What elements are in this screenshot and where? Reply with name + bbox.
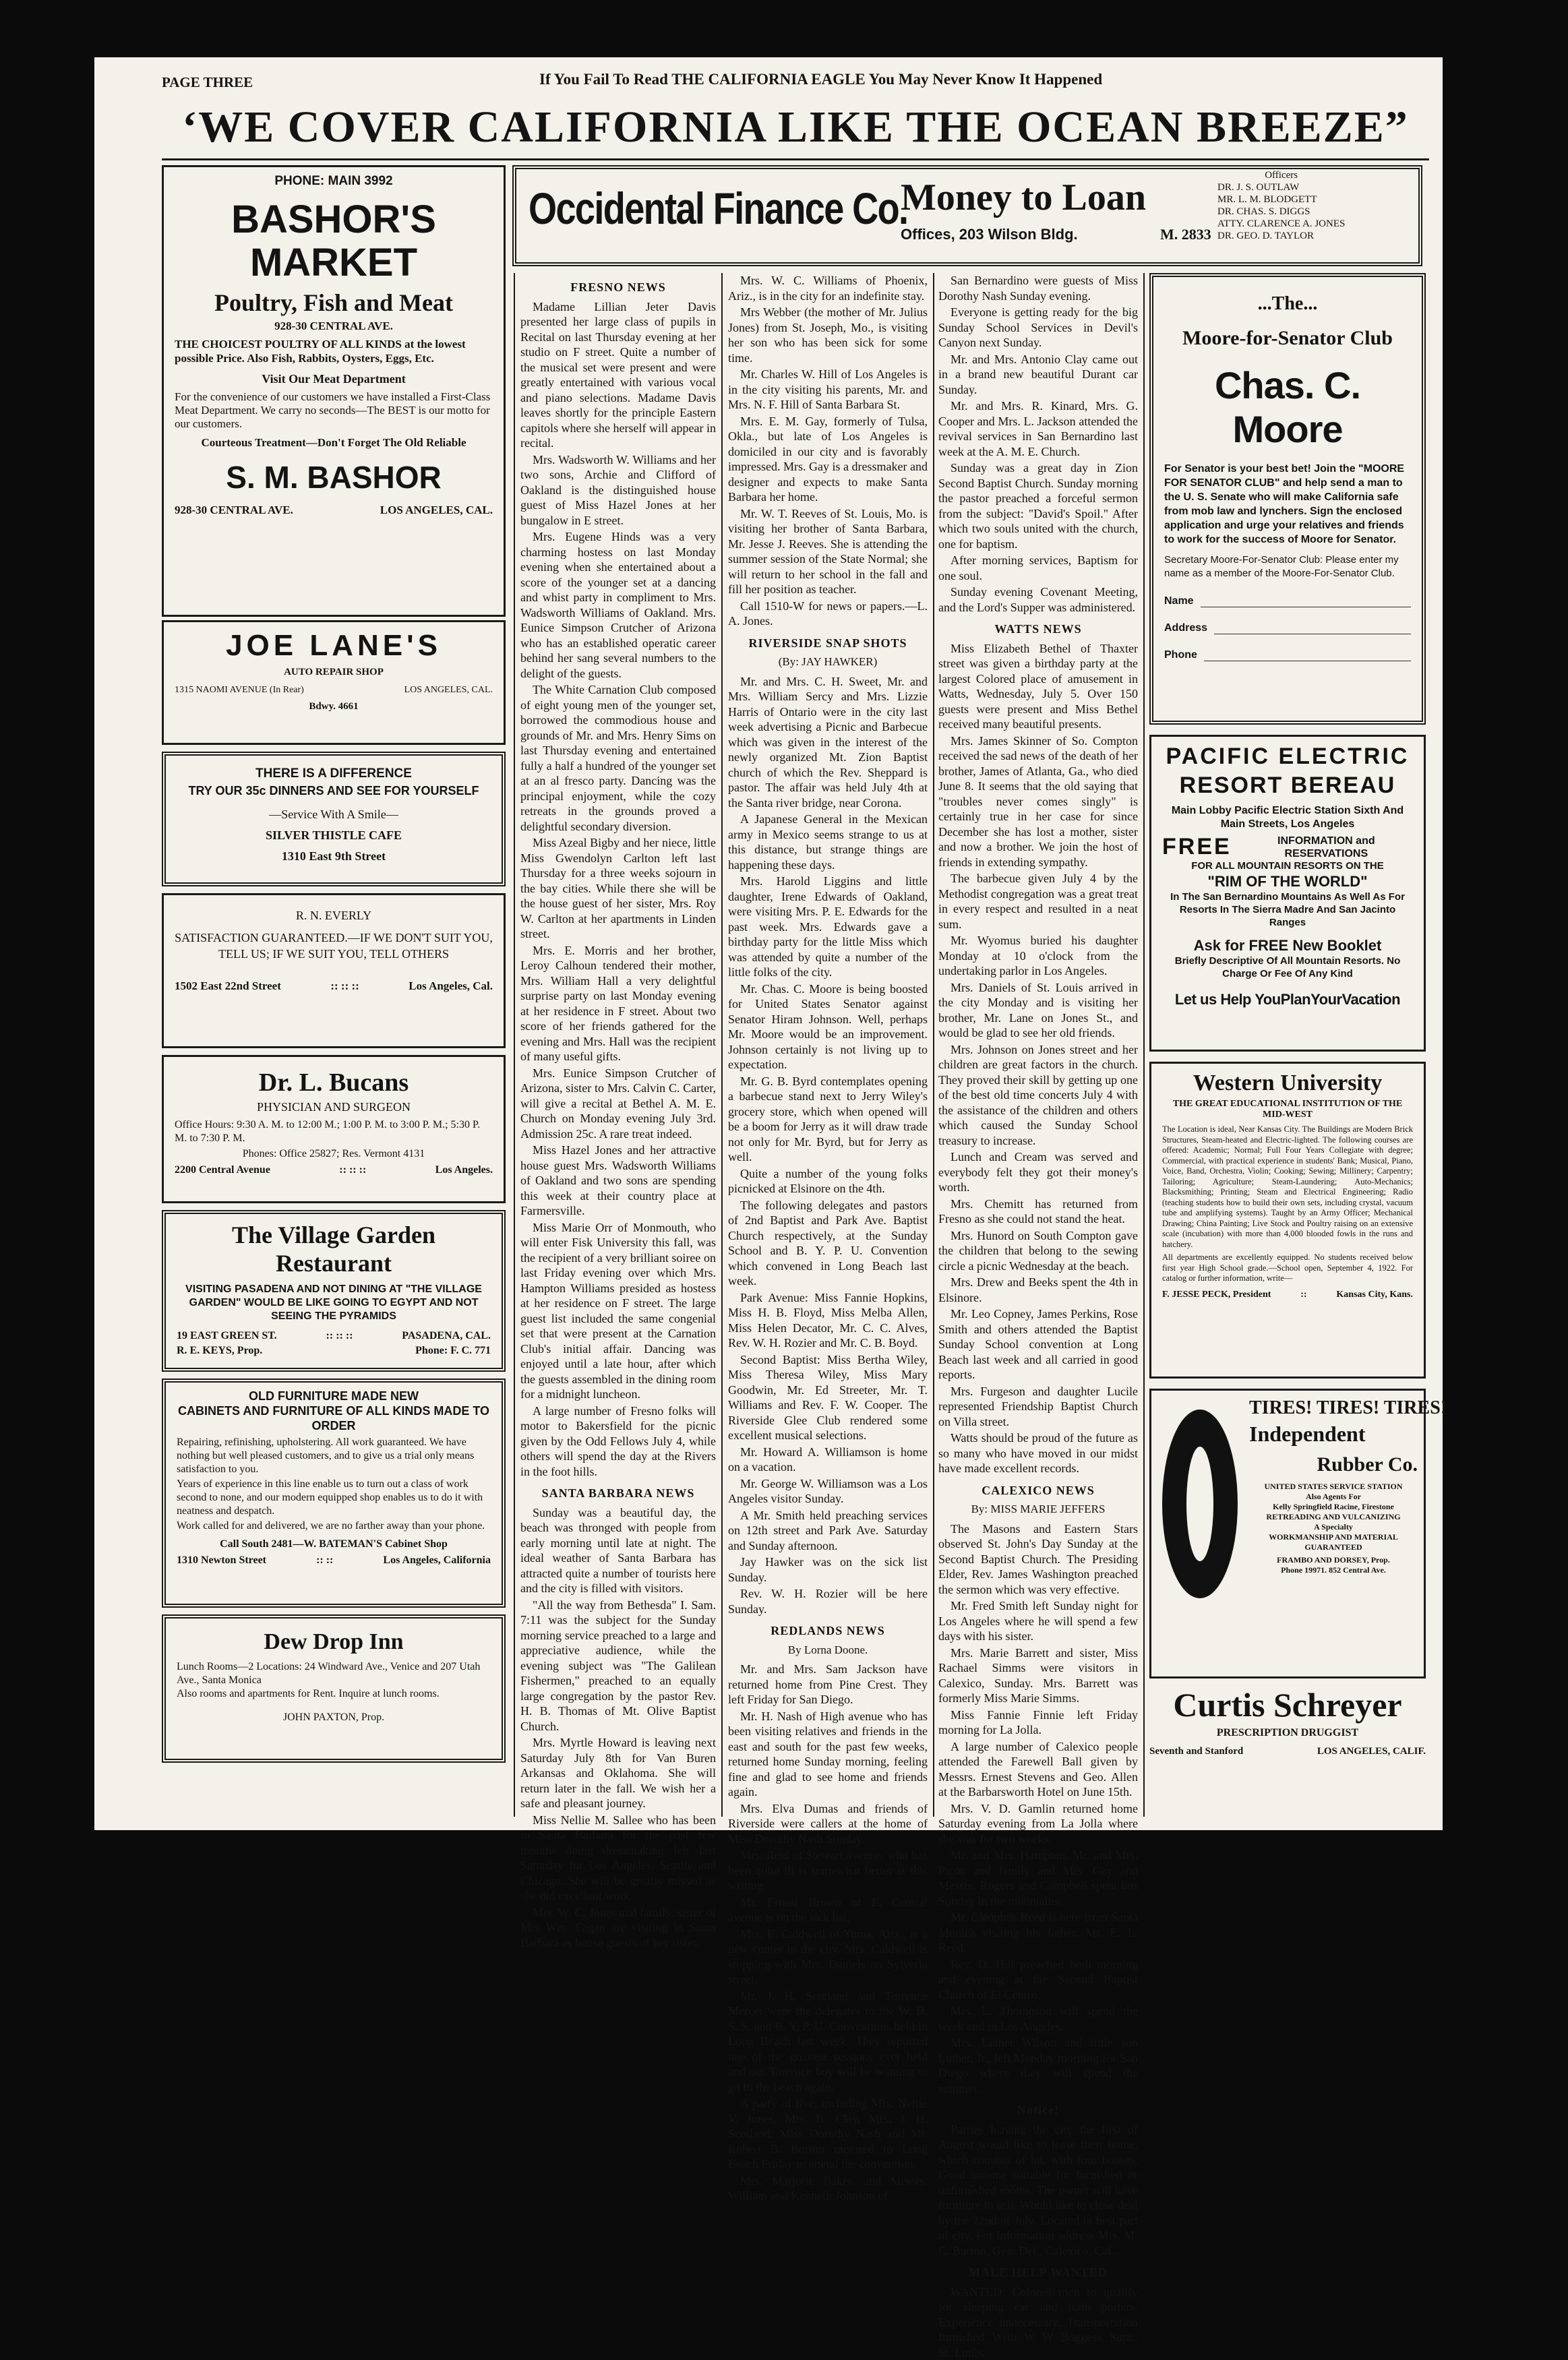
everly-ad <box>162 893 506 1048</box>
moore-field-name <box>1164 595 1411 607</box>
joelane-address: 1315 NAOMI AVENUE (In Rear) <box>175 685 304 696</box>
redlands-byline: By Lorna Doone. <box>728 1643 928 1658</box>
pacific-brief: Briefly Descriptive Of All Mountain Resorts. No Charge Or Fee Of Any Kind <box>1162 955 1413 980</box>
village-ad <box>162 1210 506 1372</box>
tires-rubber: Rubber Co. <box>1249 1453 1418 1476</box>
village-name-2: Restaurant <box>177 1249 491 1277</box>
bucans-address: 2200 Central Avenue <box>175 1164 270 1176</box>
news-para: Mrs. W. C. Williams of Phoenix, Ariz., is in the city for an indefinite stay. <box>728 273 928 303</box>
news-column-3 <box>938 273 1138 1823</box>
riverside-para: Mr. and Mrs. C. H. Sweet, Mr. and Mrs. William Sercy and Mrs. Lizzie Harris of Ontario were in the city last week advertising a Picnic and Barbecue which was given in the interest of the newly organized Mt. Zion Baptist church of which the Rev. Sheppard is pastor. The affair was held July 4th at the Santa river bridge, near Corona. <box>728 674 928 811</box>
redlands-para: Mrs. Marjorie Baker, and Messrs. William and Kenneth Johnson of <box>728 2173 928 2204</box>
fresno-para: Madame Lillian Jeter Davis presented her large class of pupils in Recital on last Thursday evening at her studio on F street. Quite a number of the musical set were present and were greatly entertained with various vocal and piano selections. Madame Davis leaves shortly for the principle Eastern capitols where she herself will appear in recital. <box>520 299 716 451</box>
finance-headline: Money to Loan <box>901 176 1146 219</box>
riverside-para: Mr. George W. Williamson was a Los Angeles visitor Sunday. <box>728 1476 928 1507</box>
thistle-name: SILVER THISTLE CAFE <box>177 828 491 843</box>
calexico-para: Miss Fannie Finnie left Friday morning for La Jolla. <box>938 1707 1138 1738</box>
finance-name: Occidental Finance Co. <box>529 183 907 234</box>
riverside-para: A Mr. Smith held preaching services on 12th street and Park Ave. Saturday and Sunday afternoon. <box>728 1508 928 1554</box>
pacific-line-2: RESORT BEREAU <box>1162 773 1413 799</box>
watts-para: Mrs. Daniels of St. Louis arrived in the city Monday and is visiting her brother, Mr. Lane on Jones St., and would be glad to see her old friends. <box>938 980 1138 1041</box>
tires-station: UNITED STATES SERVICE STATION <box>1249 1482 1418 1492</box>
officer-5: DR. GEO. D. TAYLOR <box>1217 230 1345 242</box>
tires-phone: Phone 19971. 852 Central Ave. <box>1249 1565 1418 1575</box>
bashor-address: 928-30 CENTRAL AVE. <box>175 320 493 333</box>
fresno-para: Mrs. Eunice Simpson Crutcher of Arizona, sister to Mrs. Calvin C. Carter, will give a recital at Bethel A. M. E. Church on Monday evening July 3rd. Admission 25c. A rare treat indeed. <box>520 1066 716 1142</box>
bucans-phones: Phones: Office 25827; Res. Vermont 4131 <box>175 1148 493 1160</box>
calexico-head: CALEXICO NEWS <box>938 1483 1138 1499</box>
tires-body <box>1249 1397 1418 1575</box>
top-line <box>162 71 1443 98</box>
bucans-hours: Office Hours: 9:30 A. M. to 12:00 M.; 1:00 P. M. to 3:00 P. M.; 5:30 P. M. to 7:30 P. M. <box>175 1118 493 1145</box>
joelane-ad <box>162 620 506 745</box>
pacific-free-row <box>1162 834 1413 860</box>
redlands-para: Mrs. Reid of Stewart avenue, who has been quite ill is somewhat better at this writing. <box>728 1848 928 1894</box>
riverside-news <box>728 674 928 1617</box>
pacific-plan: Let us Help YouPlanYourVacation <box>1162 991 1413 1008</box>
moore-secretary: Secretary Moore-For-Senator Club: Please enter my name as a member of the Moore-For-Senator Club. <box>1164 553 1411 580</box>
fresno-para: Miss Hazel Jones and her attractive house guest Mrs. Wadsworth Williams of Oakland and two sons are spending this week at their country place at Farmersville. <box>520 1143 716 1219</box>
calexico-para: Mr. Fred Smith left Sunday night for Los Angeles where he will spend a few days with his sister. <box>938 1598 1138 1644</box>
riverside-para: Jay Hawker was on the sick list Sunday. <box>728 1554 928 1585</box>
santa-barbara-news <box>520 1505 716 1951</box>
newspaper-page <box>94 57 1443 1830</box>
bashor-courteous: Courteous Treatment—Don't Forget The Old Reliable <box>175 436 493 450</box>
finance-phone: M. 2833 <box>1160 226 1211 243</box>
redlands-para: A party of five, including Mrs. Nettie V. Jones, Mrs. B. Clay, Mrs. J. H. Scotland, Miss Dorothy Nash and Mr. Robert B. Burton motored to Long Beach Friday to attend the convention. <box>728 2096 928 2172</box>
watts-para: Mrs. James Skinner of So. Compton received the sad news of the death of her brother, James of Atlanta, Ga., who died June 8. It seems that the old saying that "troubles never comes singly" is certainly true in her case for since December she has lost a mother, sister and now a brother. We join the host of friends in extending sympathy. <box>938 733 1138 870</box>
moore-field-phone <box>1164 649 1411 661</box>
column-rule-1 <box>514 273 515 1817</box>
village-sep: :: :: :: <box>326 1330 353 1342</box>
riverside-byline: (By: JAY HAWKER) <box>728 655 928 670</box>
furniture-head-2: CABINETS AND FURNITURE OF ALL KINDS MADE TO ORDER <box>177 1403 491 1433</box>
western-text-2: All departments are excellently equipped. No students received below first year High School grade.—School open, September 4, 1922. For catalog or further information, write— <box>1162 1252 1413 1284</box>
redlands-para: Mr. Ernest Brown of E. Central avenue is on the sick list. <box>728 1895 928 1925</box>
western-tag-1: THE GREAT EDUCATIONAL INSTITUTION OF THE <box>1162 1099 1413 1110</box>
finance-offices: Offices, 203 Wilson Bldg. <box>901 226 1078 243</box>
everly-city: Los Angeles, Cal. <box>409 979 493 993</box>
calexico-para: Mrs. Marie Barrett and sister, Miss Rachael Simms were visitors in Calexico, Sunday. Mrs. Barrett was formerly Miss Marie Simms. <box>938 1645 1138 1706</box>
page-banner: ‘WE COVER CALIFORNIA LIKE THE OCEAN BREEZE” <box>162 102 1429 156</box>
news-para: After morning services, Baptism for one soul. <box>938 553 1138 583</box>
furniture-ad <box>162 1379 506 1608</box>
furniture-city: Los Angeles, California <box>383 1554 491 1567</box>
news-para: Mr. and Mrs. Antonio Clay came out in a brand new beautiful Durant car Sunday. <box>938 352 1138 398</box>
fresno-para: Mrs. Eugene Hinds was a very charming hostess on last Monday evening when she entertained about a score of the younger set at a dancing and whist party in compliment to Mrs. Wadsworth Williams of Oakland. Mrs. Eunice Simpson Crutcher of Arizona who has an established operatic career behind her sang several numbers to the delight of the guests. <box>520 529 716 681</box>
pacific-electric-ad <box>1149 735 1426 1052</box>
moore-text: For Senator is your best bet! Join the "MOORE FOR SENATOR CLUB" and help send a man to the U. S. Senate who will make California safe from mob law and lynchers. Sign the enclosed application and urge your relatives and friends to work for the success of Moore for Senator. <box>1164 462 1411 547</box>
village-text: VISITING PASADENA AND NOT DINING AT "THE VILLAGE GARDEN" WOULD BE LIKE GOING TO EGYPT AND NOT SEEING THE PYRAMIDS <box>177 1283 491 1323</box>
dewdrop-text-2: Also rooms and apartments for Rent. Inquire at lunch rooms. <box>177 1687 491 1701</box>
moore-name-label: Name <box>1164 595 1194 607</box>
thistle-ad <box>162 752 506 886</box>
bashor-phone: PHONE: MAIN 3992 <box>175 174 493 189</box>
bucans-city: Los Angeles. <box>435 1164 493 1176</box>
watts-para: Mrs. Drew and Beeks spent the 4th in Elsinore. <box>938 1275 1138 1305</box>
tires-workmanship: WORKMANSHIP AND MATERIAL GUARANTEED <box>1249 1532 1418 1552</box>
officer-4: ATTY. CLARENCE A. JONES <box>1217 218 1345 230</box>
bashor-convenience: For the convenience of our customers we have installed a First-Class Meat Department. We carry no seconds—The BEST is our motto for our customers. <box>175 390 493 431</box>
bashor-owner: S. M. BASHOR <box>175 459 493 495</box>
calexico-para: A large number of Calexico people attended the Farewell Ball given by Messrs. Ernest Stevens and Geo. Allen at the Barbarsworth Hotel on June 15th. <box>938 1739 1138 1800</box>
watts-para: Mrs. Chemitt has returned from Fresno as she could not stand the heat. <box>938 1197 1138 1227</box>
column-rule-3 <box>933 273 934 1817</box>
western-city: Kansas City, Kans. <box>1336 1290 1413 1300</box>
calexico-para: Mr. and Mrs. Hampton, Mr. and Mrs. Picon and family and Mrs. Gay and Messrs. Rogers and Campbell spent last Sunday in the mountains. <box>938 1848 1138 1908</box>
calexico-para: Mrs. V. D. Gamlin returned home Saturday evening from La Jolla where she was for two weeks. <box>938 1801 1138 1847</box>
moore-club: Moore-for-Senator Club <box>1164 327 1411 350</box>
officers-label: Officers <box>1217 169 1345 181</box>
western-tag-2: MID-WEST <box>1162 1110 1413 1120</box>
furniture-text-3: Work called for and delivered, we are no farther away than your phone. <box>177 1519 491 1533</box>
village-prop: R. E. KEYS, Prop. <box>177 1345 262 1357</box>
dewdrop-name: Dew Drop Inn <box>177 1629 491 1655</box>
bucans-footer <box>175 1164 493 1176</box>
furniture-text-1: Repairing, refinishing, upholstering. All work guaranteed. We have nothing but well pleased customers, and to give us a trial only means satisfaction to you. <box>177 1436 491 1476</box>
schreyer-footer <box>1149 1746 1426 1757</box>
santa-barbara-para: "All the way from Bethesda" I. Sam. 7:11 was the subject for the Sunday morning service preached to a large and appreciative audience, while the evening subject was "The Galilean Fishermen," preached to an equally large congregation by the pastor Rev. H. B. Thomas of Mt. Olive Baptist Church. <box>520 1598 716 1734</box>
news-para: Sunday was a great day in Zion Second Baptist Church. Sunday morning the pastor preached a forceful sermon from the subject: "David's Spoil." After which two souls united with the church, one for baptism. <box>938 460 1138 551</box>
village-city: PASADENA, CAL. <box>402 1330 491 1342</box>
bucans-sep: :: :: :: <box>339 1164 366 1176</box>
tires-ad <box>1149 1389 1426 1678</box>
bashor-address-2: 928-30 CENTRAL AVE. <box>175 504 293 517</box>
officer-1: DR. J. S. OUTLAW <box>1217 181 1345 193</box>
fresno-news <box>520 299 716 1480</box>
moore-the: ...The... <box>1164 293 1411 315</box>
fresno-para: Miss Marie Orr of Monmouth, who will enter Fisk University this fall, was the recipient of a very brilliant soiree on last Friday evening over which Mrs. Hampton Williams presided as hostess at her residence on F street. The large guest list included the same congenial set that were present at the Carnation Club's initial affair. Dancing was enjoyed until a late hour, after which the guests assembled in the dining room for a midnight luncheon. <box>520 1220 716 1402</box>
finance-officers <box>1217 169 1345 242</box>
joelane-shop: AUTO REPAIR SHOP <box>175 667 493 678</box>
everly-address: 1502 East 22nd Street <box>175 979 281 993</box>
schreyer-title: PRESCRIPTION DRUGGIST <box>1149 1727 1426 1739</box>
watts-para: Mr. Leo Copney, James Perkins, Rose Smith and others attended the Baptist Sunday School convention at Long Beach last week and all carried in good reports. <box>938 1306 1138 1383</box>
fresno-para: Miss Azeal Bigby and her niece, little Miss Gwendolyn Carlton left last Thursday for a three weeks sojourn in the bay cities. While there she will be the house guest of her sister, Mrs. Roy W. Carlton at her apartments in Linden street. <box>520 835 716 942</box>
column-rule-2 <box>721 273 723 1817</box>
schreyer-ad <box>1149 1685 1426 1766</box>
dewdrop-prop: JOHN PAXTON, Prop. <box>177 1712 491 1724</box>
village-row-2 <box>177 1345 491 1357</box>
watts-para: Mrs. Johnson on Jones street and her children are great factors in the church. They proved their skill by getting up one of the best old time concerts July 4 with the assistance of the children and others which caused the Sunday School treasury to increase. <box>938 1042 1138 1149</box>
news-column-1 <box>520 273 716 1823</box>
news-para: Mr. W. T. Reeves of St. Louis, Mo. is visiting her brother of Santa Barbara, Mr. Jesse J. Reeves. She is attending the summer session of the State Normal; she will return to her school in the fall and fill her position as teacher. <box>728 506 928 597</box>
watts-para: The barbecue given July 4 by the Methodist congregation was a great treat in every respect and resulted in a neat sum. <box>938 871 1138 932</box>
pacific-line-1: PACIFIC ELECTRIC <box>1162 744 1413 770</box>
news-para: San Bernardino were guests of Miss Dorothy Nash Sunday evening. <box>938 273 1138 303</box>
bashor-name-2: MARKET <box>175 241 493 284</box>
riverside-para: Park Avenue: Miss Fannie Hopkins, Miss H. B. Floyd, Miss Melba Allen, Miss Helen Decator, Mr. C. C. Alves, Rev. W. H. Rozier and Mr. C. B. Boyd. <box>728 1290 928 1351</box>
village-phone: Phone: F. C. 771 <box>415 1345 491 1357</box>
fresno-news-head: FRESNO NEWS <box>520 280 716 295</box>
riverside-para: Rev. W. H. Rozier will be here Sunday. <box>728 1586 928 1616</box>
schreyer-street: Seventh and Stanford <box>1149 1746 1243 1757</box>
joelane-name: JOE LANE'S <box>175 629 493 663</box>
riverside-para: Mr. G. B. Byrd contemplates opening a barbecue stand next to Jerry Wiley's grocery store, which when opened will be a boom for Jerry as it will draw trade not only for Mr. Byrd, but for Jerry as well. <box>728 1074 928 1165</box>
pacific-info: INFORMATION and RESERVATIONS <box>1240 835 1413 860</box>
news-para: Mr. and Mrs. R. Kinard, Mrs. G. Cooper and Mrs. L. Jackson attended the revival services in San Bernardino last week at the A. M. E. Church. <box>938 398 1138 459</box>
tire-icon <box>1159 1403 1240 1605</box>
thistle-address: 1310 East 9th Street <box>177 849 491 864</box>
everly-name: R. N. EVERLY <box>175 909 493 923</box>
thistle-line-1: THERE IS A DIFFERENCE <box>177 766 491 781</box>
news-para: Everyone is getting ready for the big Sunday School Services in Devil's Canyon next Sunday. <box>938 305 1138 351</box>
tires-retreading: RETREADING AND VULCANIZING <box>1249 1512 1418 1522</box>
thistle-line-2: TRY OUR 35c DINNERS AND SEE FOR YOURSELF <box>177 784 491 798</box>
officer-2: MR. L. M. BLODGETT <box>1217 193 1345 206</box>
riverside-para: Mr. Chas. C. Moore is being boosted for United States Senator against Senator Hiram Johnson. Well, perhaps Mr. Moore would be an improvement. Johnson certainly is not living up to expectation. <box>728 981 928 1072</box>
fresno-para: Mrs. E. Morris and her brother, Leroy Calhoun tendered their mother, Mrs. William Hall a very delightful surprise party on last Monday evening at her residence in F street. About two score of her friends gathered for the evening and Mrs. Hall was the recipient of many useful gifts. <box>520 943 716 1064</box>
village-address: 19 EAST GREEN ST. <box>177 1330 277 1342</box>
finance-ad <box>512 165 1422 266</box>
western-text: The Location is ideal, Near Kansas City. The Buildings are Modern Brick Structures, Steam-heated and Electric-lighted. The following courses are offered: Academic; Normal; Full Four Years Collegiate with degree; Commercial, with practical experience in students' Bank; Musical, Piano, Voice, Band, Orchestra, Violin; Cooking; Sewing; Millinery; Carpentry; Tailoring; Agriculture; Steam-Laundering; Auto-Mechanics; Blacksmithing; Printing; Steam and Electrical Engineering; Radio (teaching students how to build their own sets, including crystal, vacuum tube and amplifying systems). Taught by an Army Officer; Mechanical Drawing; China Painting; Live Stock and Poultry raising on an extensive scale (incubation) with more than 4,000 blooded fowls in the runs and hatchery. <box>1162 1124 1413 1250</box>
calexico-para: Mrs. Luther Wilson and little son Luther, Jr., left Monday morning for San Diego where they will spend the summer. <box>938 2035 1138 2096</box>
watts-para: Mrs. Hunord on South Compton gave the children that belong to the sewing circle a picnic Wednesday at the beach. <box>938 1228 1138 1274</box>
calexico-byline: By: MISS MARIE JEFFERS <box>938 1502 1138 1517</box>
santa-barbara-para: Sunday was a beautiful day, the beach was thronged with people from early morning until late at night. The ideal weather of Santa Barbara has attracted quite a number of tourists here and the city is filled with visitors. <box>520 1505 716 1596</box>
pacific-mountains: In The San Bernardino Mountains As Well As For Resorts In The Sierra Madre And San Jacinto Ranges <box>1162 890 1413 929</box>
dewdrop-text: Lunch Rooms—2 Locations: 24 Windward Ave., Venice and 207 Utah Ave., Santa Monica <box>177 1660 491 1687</box>
western-name: Western University <box>1162 1070 1413 1096</box>
furniture-call: Call South 2481—W. BATEMAN'S Cabinet Shop <box>177 1538 491 1550</box>
fresno-para: Mrs. Wadsworth W. Williams and her two sons, Archie and Clifford of Oakland is the distinguished house guest of Miss Hazel Jones at her bungalow in E street. <box>520 452 716 528</box>
watts-para: Mrs. Furgeson and daughter Lucile represented Friendship Baptist Church on Villa street. <box>938 1384 1138 1430</box>
furniture-head-1: OLD FURNITURE MADE NEW <box>177 1389 491 1403</box>
western-footer <box>1162 1290 1413 1300</box>
riverside-para: Mrs. Harold Liggins and little daughter, Irene Edwards of Oakland, were visiting Mrs. P. E. Edwards for the past week. Mrs. Edwards gave a birthday party for the little Miss which was attended by quite a number of the little folks of the city. <box>728 874 928 980</box>
redlands-para: Mr. H. Nash of High avenue who has been visiting relatives and friends in the east and south for the past few weeks, returned home Sunday morning, feeling fine and glad to see home and friends again. <box>728 1709 928 1800</box>
pacific-lobby: Main Lobby Pacific Electric Station Sixth And Main Streets, Los Angeles <box>1162 804 1413 831</box>
page-number: PAGE THREE <box>162 74 253 91</box>
everly-footer <box>175 979 493 993</box>
redlands-continued <box>938 273 1138 615</box>
redlands-para: Mr. and Mrs. Sam Jackson have returned home from Pine Crest. They left Friday for San Diego. <box>728 1662 928 1707</box>
furniture-footer <box>177 1554 491 1567</box>
bucans-name: Dr. L. Bucans <box>175 1068 493 1097</box>
western-university-ad <box>1149 1062 1426 1379</box>
redlands-news <box>728 1662 928 2204</box>
redlands-para: Mrs. E. Caldwell of Yuma, Ariz., is a new comer in the city. Mrs. Caldwell is stopping with Mrs. Daniels on Sylveria street. <box>728 1927 928 1987</box>
fresno-para: A large number of Fresno folks will motor to Bakersfield for the picnic given by the Odd Fellows July 4, while others will spend the day at the Rivers in the foot hills. <box>520 1403 716 1480</box>
schreyer-city: LOS ANGELES, CALIF. <box>1317 1746 1426 1757</box>
riverside-para: Quite a number of the young folks picnicked at Elsinore on the 4th. <box>728 1166 928 1197</box>
bashor-tagline: Poultry, Fish and Meat <box>175 289 493 317</box>
help-wanted-head: MALE HELP WANTED <box>938 2265 1138 2280</box>
watts-para: Miss Elizabeth Bethel of Thaxter street was given a birthday party at the largest Colored place of amusement in Watts, Wednesday, July 5. Over 150 guests were present and Miss Bethel received many beautiful presents. <box>938 641 1138 732</box>
pacific-rim: "RIM OF THE WORLD" <box>1162 873 1413 890</box>
bucans-ad <box>162 1055 506 1203</box>
bashor-name-1: BASHOR'S <box>175 198 493 241</box>
riverside-para: Mr. Howard A. Williamson is home on a vacation. <box>728 1445 928 1475</box>
tires-independent: Independent <box>1249 1422 1418 1447</box>
watts-para: Watts should be proud of the future as so many who have moved in our midst have made excellent records. <box>938 1430 1138 1476</box>
santa-barbara-para: Miss Nellie M. Sallee who has been in Santa Barbara for the past few months doing dressmaking left last Saturday for Los Angeles, Seattle and Chicago. She will be greatly missed as she did excellent work. <box>520 1813 716 1904</box>
news-para: Mrs Webber (the mother of Mr. Julius Jones) from St. Joseph, Mo., is visiting her son who has been sick for some time. <box>728 305 928 365</box>
calexico-para: The Masons and Eastern Stars observed St. John's Day Sunday at the Second Baptist Church. The Presiding Elder, Rev. James Washington preached the sermon which was very effective. <box>938 1521 1138 1598</box>
thistle-line-3: —Service With A Smile— <box>177 808 491 822</box>
western-president: F. JESSE PECK, President <box>1162 1290 1271 1300</box>
bucans-title: PHYSICIAN AND SURGEON <box>175 1100 493 1114</box>
column-rule-4 <box>1143 273 1145 1817</box>
moore-name-line <box>1201 595 1411 607</box>
santa-barbara-para: Mrs. Myrtle Howard is leaving next Saturday July 8th for Van Buren Arkansas and Oklahoma. She will return later in the fall. We wish her a safe and pleasant journey. <box>520 1735 716 1811</box>
calexico-para: Mrs. L. Thompson will spend the week end in Los Angeles. <box>938 2003 1138 2034</box>
notice-head: Notice! <box>938 2102 1138 2118</box>
everly-line: SATISFACTION GUARANTEED.—IF WE DON'T SUIT YOU, TELL US; IF WE SUIT YOU, TELL OTHERS <box>175 930 493 962</box>
santa-barbara-para: Mrs. W. C. Jones and family, sister of Mrs Wm. Fagan are visiting in Santa Barbara as house guests of her sister. <box>520 1905 716 1951</box>
joelane-row <box>175 685 493 696</box>
tires-brands: Kelly Springfield Racine, Firestone <box>1249 1502 1418 1512</box>
tires-specialty: A Specialty <box>1249 1522 1418 1532</box>
village-name-1: The Village Garden <box>177 1221 491 1249</box>
bashor-footer <box>175 504 493 517</box>
help-wanted-text: WANTED: Colored men to qualify for sleeping car and train porters. Experience unnecessary. Transportation furnished. Write W. W. Boggess, Supt., St. Louis. <box>938 2285 1138 2360</box>
santa-barbara-continued <box>728 273 928 629</box>
riverside-para: Second Baptist: Miss Bertha Wiley, Miss Theresa Wiley, Miss Mary Goodwin, Mr. Ed Streeter, Mr. T. Williams and Rev. F. W. Cooper. The Riverside Glee Club rendered some excellent musical selections. <box>728 1352 928 1443</box>
furniture-sep: :: :: <box>316 1554 333 1567</box>
bashor-visit: Visit Our Meat Department <box>175 372 493 386</box>
pacific-ask: Ask for FREE New Booklet <box>1162 937 1413 955</box>
joelane-city: LOS ANGELES, CAL. <box>404 685 493 696</box>
news-para: Mr. Charles W. Hill of Los Angeles is in the city visiting his parents, Mr. and Mrs. N. F. Hill of Santa Barbara St. <box>728 367 928 413</box>
pacific-resorts: FOR ALL MOUNTAIN RESORTS ON THE <box>1162 860 1413 872</box>
western-sep: :: <box>1300 1290 1306 1300</box>
dewdrop-ad <box>162 1614 506 1763</box>
furniture-address: 1310 Newton Street <box>177 1554 266 1567</box>
moore-ad <box>1149 273 1426 725</box>
redlands-para: Mr. J. H. Scotland and Torrence Mercer were the delegates to the W. B. S. S. and B. Y. P. U. Conventions held in Long Beach last week. They reported one of the greatest sessions ever held and our Torrence boy will be wanting to go to the beach again. <box>728 1989 928 2095</box>
pacific-free: FREE <box>1162 834 1232 860</box>
moore-field-address <box>1164 622 1411 634</box>
calexico-para: Rev. D. Hill preached both morning and evening at the Second Baptist Church of El Centro. <box>938 1957 1138 2003</box>
moore-name: Chas. C. Moore <box>1164 363 1411 451</box>
redlands-head: REDLANDS NEWS <box>728 1623 928 1639</box>
news-para: Sunday evening Covenant Meeting, and the Lord's Supper was administered. <box>938 584 1138 615</box>
redlands-para: Mrs. Elva Dumas and friends of Riverside were callers at the home of Miss Dorothy Nash Sunday. <box>728 1801 928 1847</box>
santa-barbara-news-head: SANTA BARBARA NEWS <box>520 1486 716 1501</box>
paper-slogan: If You Fail To Read THE CALIFORNIA EAGLE You May Never Know It Happened <box>539 71 1102 88</box>
watts-head: WATTS NEWS <box>938 622 1138 637</box>
calexico-para: Mr. Cleophus Reed is here from Santa Monica visiting his father, Mr. E. L. Reed. <box>938 1910 1138 1956</box>
fresno-para: The White Carnation Club composed of eight young men of the younger set, borrowed the commodious house and grounds of Mr. and Mrs. Henry Sims on last Thursday evening and entertained fully a half a hundred of the younger set at an al fresco party. Dancing was the principal enjoyment, while the cozy retreats in the grounds proved a delightful secondary diversion. <box>520 682 716 834</box>
bashor-city: LOS ANGELES, CAL. <box>380 504 493 517</box>
watts-para: Mr. Wyomus buried his daughter Monday at 10 o'clock from the undertaking parlor in Los Angeles. <box>938 933 1138 979</box>
watts-news <box>938 641 1138 1476</box>
moore-address-label: Address <box>1164 622 1207 634</box>
village-row-1 <box>177 1330 491 1342</box>
bashor-ad <box>162 165 506 617</box>
watts-para: Lunch and Cream was served and everybody felt they got their money's worth. <box>938 1149 1138 1195</box>
tires-tires: TIRES! TIRES! TIRES! <box>1249 1397 1418 1419</box>
everly-sep: :: :: :: <box>330 979 359 993</box>
moore-address-line <box>1214 622 1411 634</box>
riverside-para: A Japanese General in the Mexican army in Mexico seems strange to us at this distance, but strange things are happening these days. <box>728 812 928 872</box>
moore-phone-label: Phone <box>1164 649 1197 661</box>
officer-3: DR. CHAS. S. DIGGS <box>1217 206 1345 218</box>
news-para: Mrs. E. M. Gay, formerly of Tulsa, Okla., but late of Los Angeles is domiciled in our city and is favorably impressed. Mrs. Gay is a dressmaker and designer and expects to make Santa Barbara her home. <box>728 414 928 505</box>
news-para: Call 1510-W for news or papers.—L. A. Jones. <box>728 599 928 629</box>
bashor-choicest: THE CHOICEST POULTRY OF ALL KINDS at the lowest possible Price. Also Fish, Rabbits, Oysters, Eggs, Etc. <box>175 337 493 365</box>
tires-agents: Also Agents For <box>1249 1492 1418 1502</box>
schreyer-name: Curtis Schreyer <box>1149 1685 1426 1724</box>
notice-text: Parties leaving the city the first of August would like to lease their home, which consists of lot, with four houses. Good income suitable for furnished or unfurnished rooms. The owner will have furniture to sell. Would like to close deal by the 22nd of July. Located in best part of city. For information address Mrs. M. C. Barron, Gen. Del., Calexico, Cal. <box>938 2122 1138 2259</box>
news-column-2 <box>728 273 928 1823</box>
riverside-head: RIVERSIDE SNAP SHOTS <box>728 636 928 651</box>
riverside-para: The following delegates and pastors of 2nd Baptist and Park Ave. Baptist Church respectively, at the Sunday School and B. Y. P. U. Convention which convened in Long Beach last week. <box>728 1198 928 1289</box>
moore-phone-line <box>1204 649 1411 661</box>
joelane-phone: Bdwy. 4661 <box>175 701 493 713</box>
calexico-news <box>938 1521 1138 2096</box>
banner-rule <box>162 158 1429 160</box>
furniture-text-2: Years of experience in this line enable us to turn out a class of work second to none, and our modern equipped shop enables us to do it with neatness and despatch. <box>177 1478 491 1518</box>
tires-props: FRAMBO AND DORSEY, Prop. <box>1249 1555 1418 1565</box>
